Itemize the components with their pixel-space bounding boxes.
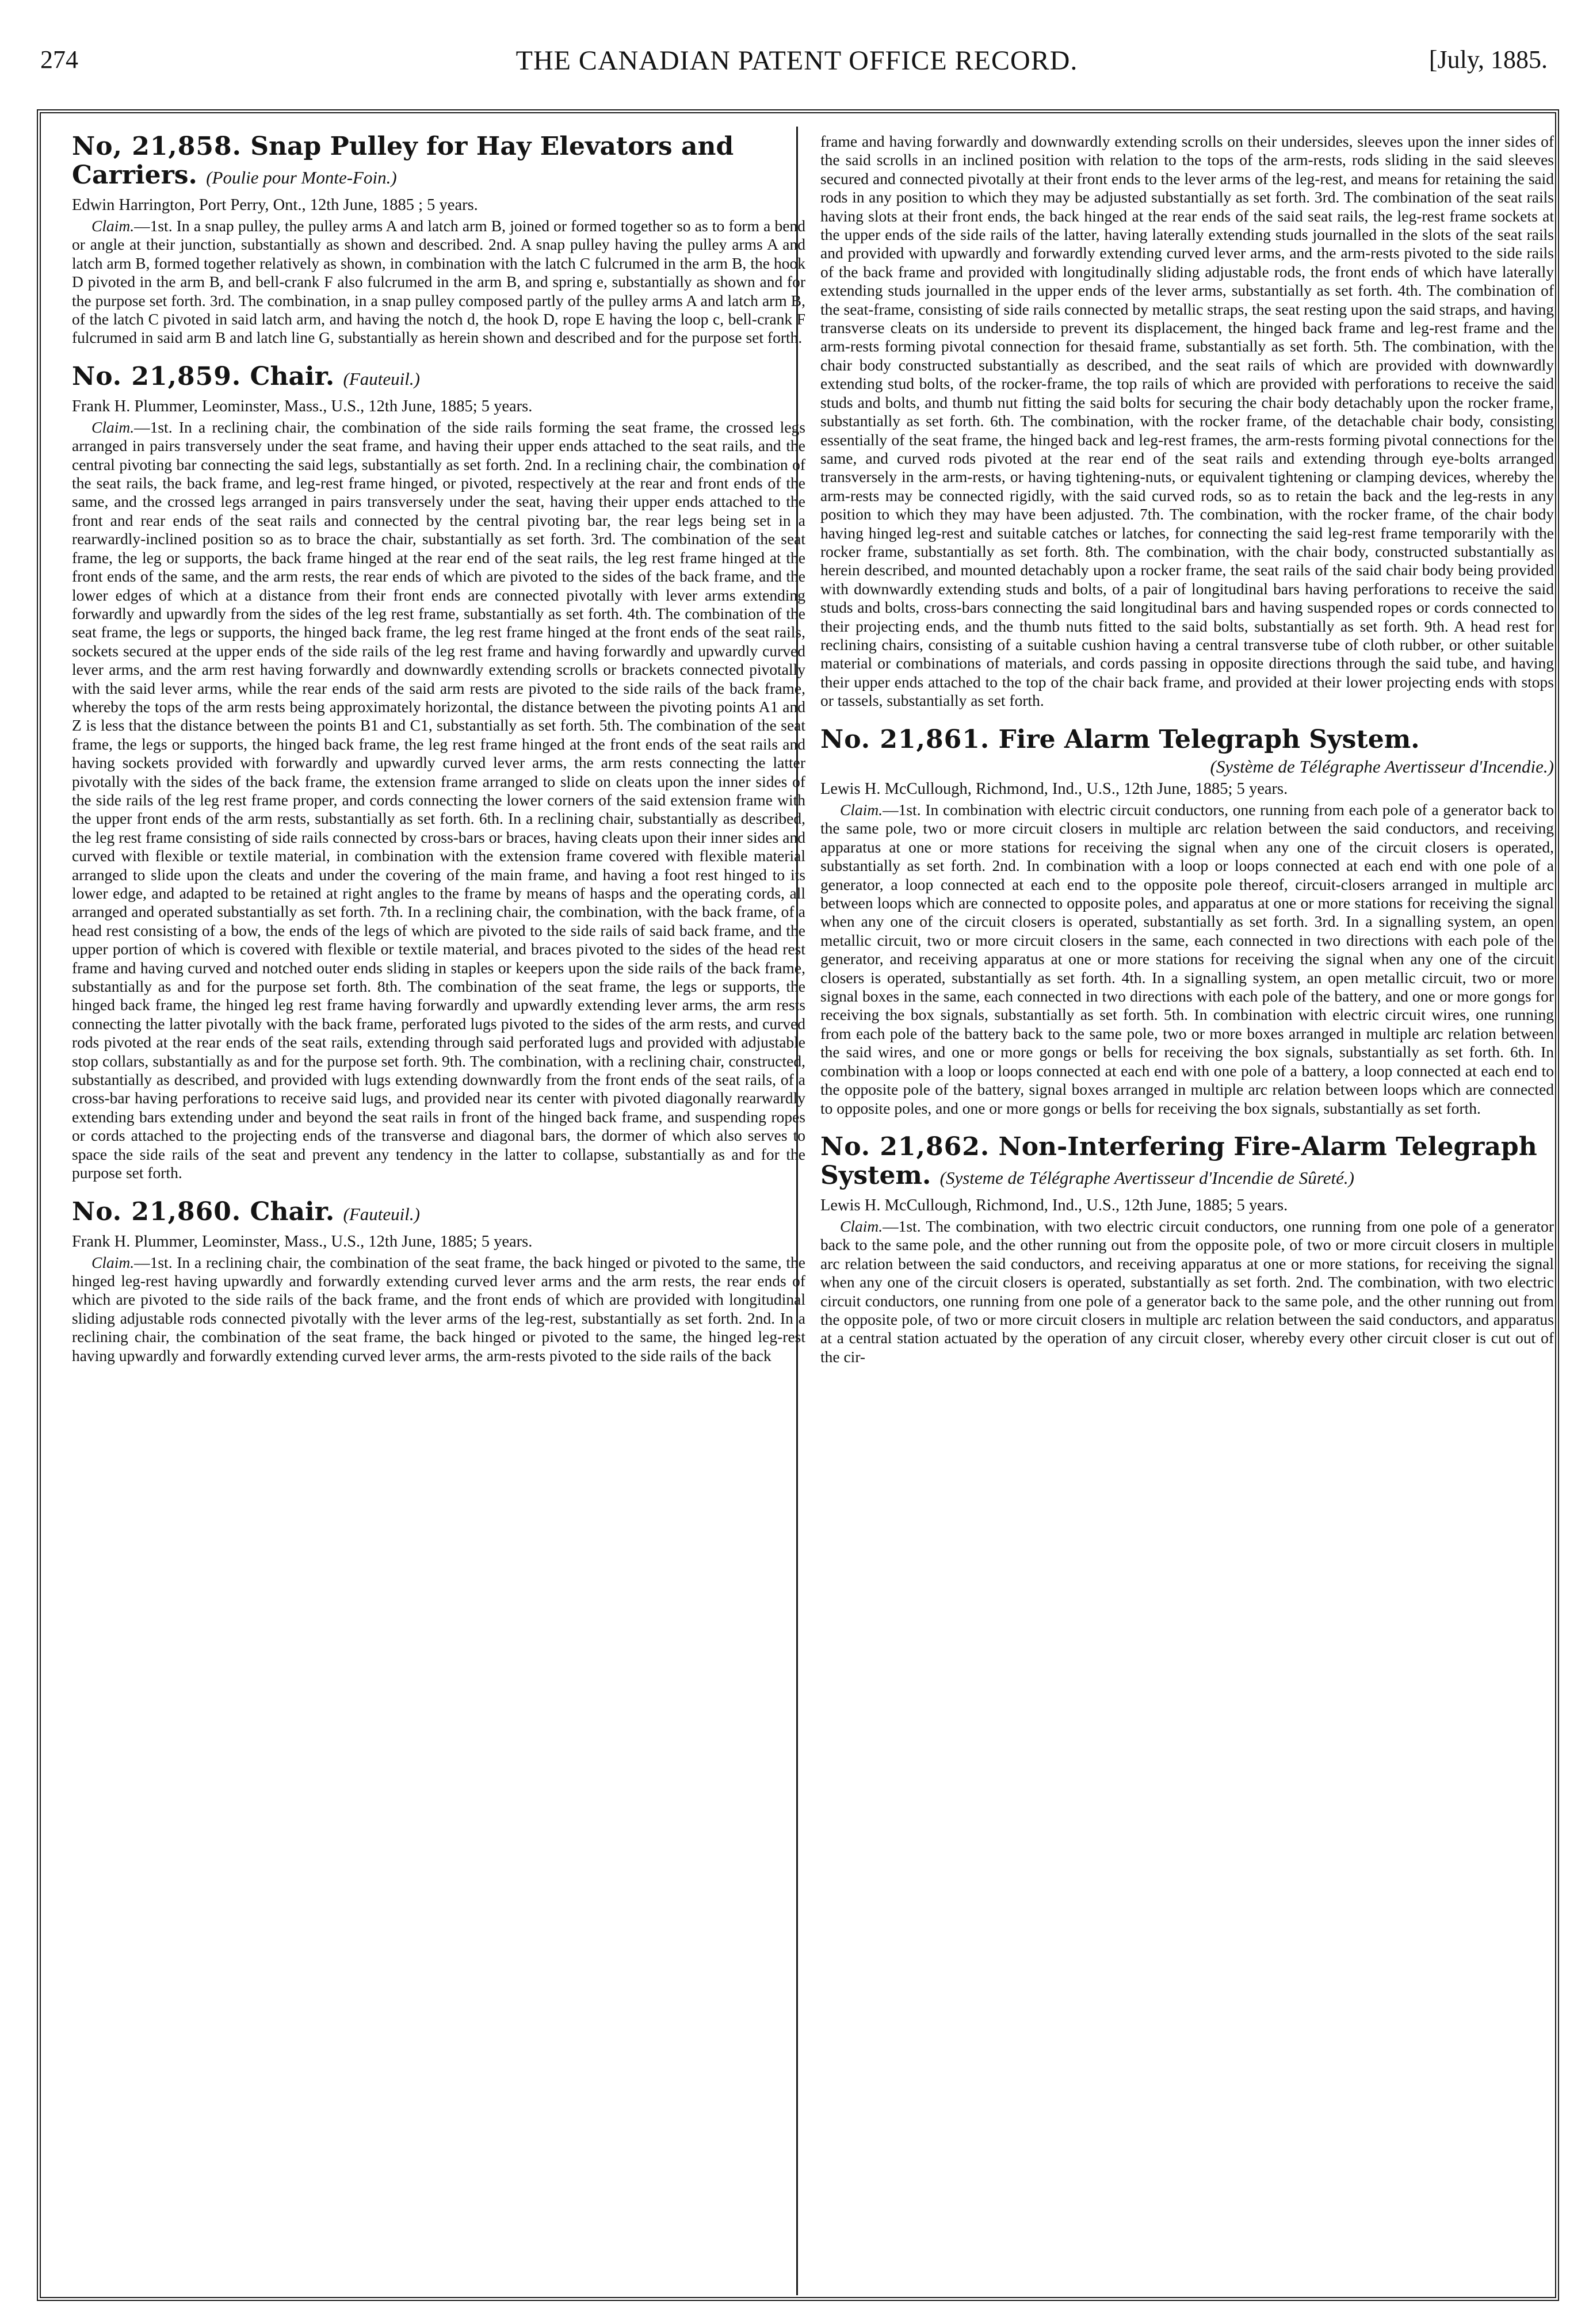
patent-number: No. 21,860. xyxy=(72,1197,242,1226)
french-title: (Fauteuil.) xyxy=(343,1203,420,1224)
running-head xyxy=(23,45,1571,85)
claim-label: Claim. xyxy=(91,418,135,436)
french-title: (Fauteuil.) xyxy=(343,368,420,389)
patent-number: No, 21,858. xyxy=(72,132,242,161)
patentee: Lewis H. McCullough, Richmond, Ind., U.S., 12th June, 1885; 5 years. xyxy=(820,1196,1288,1214)
patent-entry-21859 xyxy=(72,362,805,1183)
claim-label: Claim. xyxy=(840,801,883,819)
claim-label: Claim. xyxy=(91,217,135,235)
claim-continuation: frame and having forwardly and downwardly extending scrolls on their undersides, sleeves upon the inner sides of the said scrolls in an inclined position with relation to the tops of the arm-rests, rods sliding in the said sleeves secured and connected pivotally at their front ends to the lever arms of the leg-rest, and means for retaining the said rods in any position to which they may be adjusted substantially as set forth. 3rd. The combination of the seat rails having slots at their front ends, the back hinged at the rear ends of the said seat rails, the leg-rest frame sockets at the upper ends of the side rails of the latter, having laterally extending studs journalled in the slots of the seat rails and provided with upwardly and forwardly extending curved lever arms, and the arm-rests pivoted to the side rails of the back frame and provided with longitudinally sliding adjustable rods, the front ends of which have laterally extending studs journalled in the upper ends of the lever arms, substantially as set forth. 4th. The combination of the seat-frame, consisting of side rails connected by metallic straps, the seat resting upon the said straps, and having transverse cleats on its underside to prevent its displacement, the hinged back frame and leg-rest frame and the arm-rests forming pivotal connection for thesaid frame, substantially as set forth. 5th. The combination, with the chair body constructed substantially as described, and the seat rails of which are provided with downwardly extending stud bolts, of the rocker-frame, the top rails of which are provided with perforations to receive the said studs and bolts, and thumb nut fitting the said bolts for securing the chair body detachably upon the rocker frame, substantially as set forth. 6th. The combination, with the rocker frame, of the detachable chair body, consisting essentially of the seat frame, the hinged back and leg-rest frames, the arm-rests forming pivotal connections for the same, and curved rods pivoted at the rear end of the seat rails and extending through eye-bolts arranged transversely in the arm-rests, or having tightening-nuts, or equivalent tightening or clamping devices, whereby the arm-rests may be connected rigidly, with the said curved rods, so as to retain the back and the leg-rests in any position to which they may have been adjusted. 7th. The combination, with the rocker frame, of the chair body having hinged leg-rest and suitable catches or latches, for connecting the said leg-rest frame temporarily with the rocker frame, substantially as set forth. 8th. The combination, with the chair body, constructed substantially as herein described, and mounted detachably upon a rocker frame, the seat rails of the said chair body being provided with downwardly extending studs and bolts, of a pair of longitudinal bars having perforations to receive the said studs and bolts, cross-bars connecting the said longitudinal bars and having suspended ropes or cords connected to their projecting ends, and the thumb nuts fitted to the said bolts, substantially as set forth. 9th. A head rest for reclining chairs, consisting of a suitable cushion having a central transverse tube of cloth rubber, or other suitable material or combinations of materials, and cords passing in opposite directions through the said tube, and having their upper ends attached to the top of the chair back frame, and provided at their lower projecting ends with stops or tassels, substantially as set forth. xyxy=(820,132,1554,710)
publication-title: THE CANADIAN PATENT OFFICE RECORD. xyxy=(515,45,1078,76)
patent-title: Chair. xyxy=(250,1197,335,1226)
patentee: Frank H. Plummer, Leominster, Mass., U.S., 12th June, 1885; 5 years. xyxy=(72,1232,533,1251)
claim-text xyxy=(72,1253,805,1365)
claim-text xyxy=(72,217,805,347)
french-title: (Système de Télégraphe Avertisseur d'Incendie.) xyxy=(1210,756,1554,777)
patent-number: No. 21,861. xyxy=(820,724,990,754)
claim-label: Claim. xyxy=(840,1217,883,1235)
entry-heading xyxy=(820,1133,1554,1192)
claim-text xyxy=(820,801,1554,1118)
claim-body: —1st. In a reclining chair, the combination of the side rails forming the seat frame, the crossed legs arranged in pairs transversely under the seat frame, and having their upper ends attached to the seat rails, and the central pivoting bar connecting the said legs, substantially as set forth. 2nd. In a reclining chair, the combination of the seat rails, the back frame, and leg-rest frame hinged, or pivoted, respectively at the rear and front ends of the same, and the crossed legs arranged in pairs transversely under the seat, having their upper ends attached to the front and rear ends of the seat rails and connected by the central pivoting bar, the rear legs being set in a rearwardly-inclined position so as to brace the chair, substantially as set forth. 3rd. The combination of the seat frame, the leg or supports, the back frame hinged at the rear end of the seat rails, the leg rest frame hinged at the front ends of the same, and the arm rests, the rear ends of which are pivoted to the sides of the back frame, and the lower edges of which at a distance from their front ends are connected pivotally with lever arms extending forwardly and upwardly from the sides of the leg rest frame, substantially as set forth. 4th. The combination of the seat frame, the legs or supports, the hinged back frame, the leg rest frame hinged at the front ends of the seat rails, sockets secured at the upper ends of the side rails of the leg rest frame and having forwardly and upwardly curved lever arms, and the arm rest having forwardly and downwardly extending scrolls or brackets connected pivotally with the said lever arms, while the rear ends of the said arm rests are pivoted to the side rails of the back frame, whereby the tops of the arm rests being approximately horizontal, the distance between the pivoting points A1 and Z is less that the distance between the points B1 and C1, substantially as set forth. 5th. The combination of the seat frame, the legs or supports, the hinged back frame, the leg rest frame hinged at the front ends of the seat rails and having sockets provided with forwardly and upwardly curved lever arms, the arm rests connecting the latter pivotally with the sides of the back frame, the extension frame arranged to slide on cleats upon the inner sides of the side rails of the leg rest frame proper, and cords connecting the lower corners of the said extension frame with the upper front ends of the arm rests, substantially as set forth. 6th. In a reclining chair, substantially as described, the leg rest frame consisting of side rails connected by cross-bars or braces, having cleats upon their inner sides and curved with flexible or textile material, in combination with the extension frame covered with flexible material arranged to slide upon the cleats and under the covering of the main frame, and having a foot rest hinged to its lower edge, and adapted to be retained at right angles to the frame by means of hasps and the operating cords, all arranged and operated substantially as set forth. 7th. In a reclining chair, the combination, with the back frame, of a head rest consisting of a bow, the ends of the legs of which are pivoted to the side rails of said back frame, and the upper portion of which is covered with flexible or textile material, and braces pivoted to the sides of the head rest frame and having curved and notched outer ends sliding in staples or keepers upon the side rails of the back frame, substantially as and for the purpose set forth. 8th. The combination of the seat frame, the legs or supports, the hinged back frame, the hinged leg rest frame having forwardly and upwardly extending lever arms, the arm rests connecting the latter pivotally with the back frame, perforated lugs pivoted to the sides of the arm rests, and curved rods pivoted at the rear ends of the seat rails, extending through said perforated lugs and provided with adjustable stop collars, substantially as and for the purpose set forth. 9th. The combination, with a reclining chair, constructed, substantially as described, and provided with lugs extending downwardly from the front ends of the seat rails, of a cross-bar having perforations to receive said lugs, and provided near its center with pivoted diagonally rearwardly extending bars extending under and beyond the seat rails in front of the hinged back frame, and suspending ropes or cords attached to the projecting ends of the transverse and diagonal bars, the dormer of which also serves to space the side rails of the seat and prevent any tendency in the latter to collapse, substantially as and for the purpose set forth. xyxy=(72,418,805,1182)
patent-entry-21862 xyxy=(820,1133,1554,1366)
patent-entry-21858 xyxy=(72,132,805,347)
french-title: (Poulie pour Monte-Foin.) xyxy=(206,167,397,188)
patentee: Lewis H. McCullough, Richmond, Ind., U.S., 12th June, 1885; 5 years. xyxy=(820,780,1288,798)
entry-heading xyxy=(72,132,805,192)
patent-title: Fire Alarm Telegraph System. xyxy=(998,724,1420,754)
right-column xyxy=(820,132,1554,2289)
entry-heading xyxy=(72,362,805,393)
patent-entry-21861 xyxy=(820,725,1554,1118)
issue-date: [July, 1885. xyxy=(1428,45,1548,74)
patent-title: Non-Interfering Fire-Alarm Telegraph System. xyxy=(820,1132,1537,1190)
entry-heading xyxy=(820,725,1554,754)
claim-body: —1st. The combination, with two electric circuit conductors, one running from one pole of a generator back to the same pole, and the other running out from the opposite pole, of two or more circuit closers in multiple arc relation between the said conductors, and receiving apparatus at one or more stations, for receiving the signal when any one of the circuit closers is operated, substantially as set forth. 2nd. The combination, with two electric circuit conductors, one running from one pole of a generator back to the same pole, and the other running out from the opposite pole, of two or more circuit closers in multiple arc relation between the said conductors, and apparatus at a central station actuated by the operation of any circuit closer, whereby every other circuit closer is cut out of the cir- xyxy=(820,1217,1554,1366)
patentee: Frank H. Plummer, Leominster, Mass., U.S., 12th June, 1885; 5 years. xyxy=(72,397,533,415)
patent-entry-21860 xyxy=(72,1198,805,1365)
claim-body: —1st. In combination with electric circuit conductors, one running from each pole of a generator back to the same pole, two or more circuit closers in multiple arc relation between the said conductors, and receiving apparatus at one or more stations for receiving the signal when any one of the circuit closers is operated, substantially as set forth. 2nd. In combination with a loop or loops connected at each end with one pole of a generator, a loop connected at each end to the opposite pole thereof, circuit-closers arranged in multiple arc between loops which are connected to opposite poles, and apparatus at one or more stations for receiving the signal when any one of the circuit closers is operated, substantially as set forth. 3rd. In a signalling system, an open metallic circuit, two or more circuit closers in the same, each connected in two directions with each pole of the generator, and receiving apparatus at one or more stations for receiving the signal when any one of the circuit closers is operated, substantially as set forth. 4th. In a signalling system, an open metallic circuit, two or more signal boxes in the same, each connected in two directions with each pole of the battery, and one or more gongs for receiving the box signals, substantially as set forth. 5th. In combination with electric circuit wires, one running from each pole of the battery back to the same pole, two or more boxes arranged in multiple arc relation between the said wires, and one or more gongs or bells for receiving the box signals, substantially as set forth. 6th. In combination with a loop or loops connected at each end with one pole of a battery, a loop connected at each end to the opposite pole of the battery, signal boxes arranged in multiple arc relation between loops which are connected to opposite poles, and one or more gongs or bells for receiving the box signals, substantially as set forth. xyxy=(820,801,1554,1117)
page-number: 274 xyxy=(40,45,78,74)
entry-heading xyxy=(72,1198,805,1229)
patent-title: Chair. xyxy=(250,361,335,391)
patent-title: Snap Pulley for Hay Elevators and Carriers. xyxy=(72,132,734,190)
french-title: (Systeme de Télégraphe Avertisseur d'Incendie de Sûreté.) xyxy=(939,1167,1354,1188)
claim-label: Claim. xyxy=(91,1253,135,1271)
claim-text xyxy=(72,418,805,1183)
patentee: Edwin Harrington, Port Perry, Ont., 12th June, 1885 ; 5 years. xyxy=(72,196,478,214)
left-column xyxy=(72,132,805,2289)
claim-body: —1st. In a snap pulley, the pulley arms A and latch arm B, joined or formed together so as to form a bend or angle at their junction, substantially as shown and described. 2nd. A snap pulley having the pulley arms A and latch arm B, formed together relatively as shown, in combination with the latch C fulcrumed in the arm B, the hook D pivoted in the arm B, and bell-crank F also fulcrumed in the arm B, and spring e, substantially as shown and for the purpose set forth. 3rd. The combination, in a snap pulley composed partly of the pulley arms A and latch arm B, of the latch C pivoted in said latch arm, and having the notch d, the hook D, rope E having the loop c, bell-crank F fulcrumed in said arm B and latch line G, substantially as herein shown and described and for the purpose set forth. xyxy=(72,217,805,347)
claim-text xyxy=(820,1217,1554,1366)
patent-number: No. 21,862. xyxy=(820,1132,990,1161)
patent-number: No. 21,859. xyxy=(72,361,242,391)
claim-body: —1st. In a reclining chair, the combination of the seat frame, the back hinged or pivoted to the same, the hinged leg-rest having upwardly and forwardly extending curved lever arms and the arm rests, the rear ends of which are pivoted to the side rails of the back frame, and the front ends of which are provided with longitudinal sliding adjustable rods connected pivotally with the lever arms of the leg-rest, substantially as set forth. 2nd. In a reclining chair, the combination of the seat frame, the back hinged or pivoted to the same, the hinged leg-rest having upwardly and forwardly extending curved lever arms, the arm-rests pivoted to the side rails of the back xyxy=(72,1253,805,1364)
